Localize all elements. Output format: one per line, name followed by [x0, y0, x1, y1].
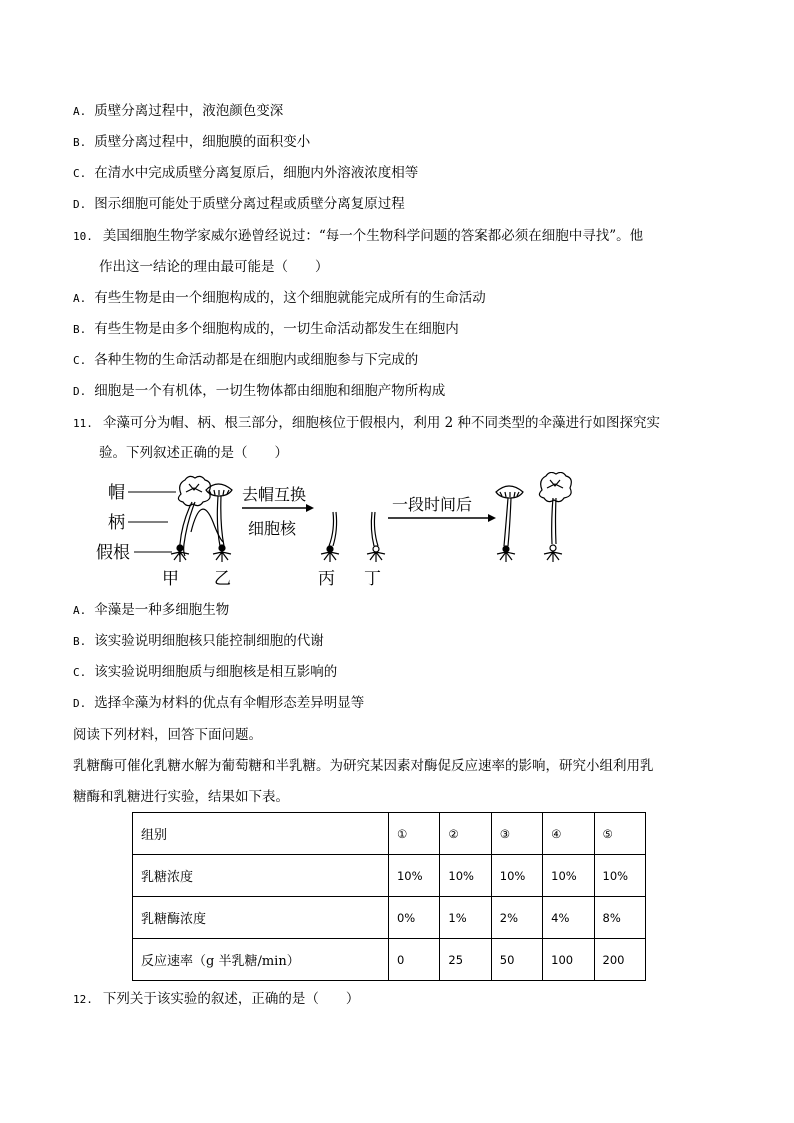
specimen-jia: [171, 476, 210, 562]
table-cell: 8%: [594, 897, 645, 939]
table-row: [133, 855, 646, 897]
label-bing: 丙: [318, 569, 335, 589]
table-cell: 25: [440, 939, 491, 981]
row-label: 乳糖浓度: [133, 855, 389, 897]
q12-stem: 12. 下列关于该实验的叙述，正确的是（ ）: [73, 991, 360, 1007]
table-cell: 200: [594, 939, 645, 981]
result-specimen-1: [496, 486, 523, 562]
q11-option-d: D. 选择伞藻为材料的优点有伞帽形态差异明显等: [73, 695, 365, 711]
q9-option-a: A. 质壁分离过程中，液泡颜色变深: [73, 103, 284, 119]
table-cell: 10%: [388, 855, 439, 897]
q10-option-b: B. 有些生物是由多个细胞构成的，一切生命活动都发生在细胞内: [73, 321, 459, 337]
q11-stem: 11. 伞藻可分为帽、柄、根三部分，细胞核位于假根内，利用 2 种不同类型的伞藻进行如图探究实: [73, 415, 661, 431]
table-cell: 1%: [440, 897, 491, 939]
row-label: 反应速率（g 半乳糖/min）: [133, 939, 389, 981]
table-cell: ③: [491, 813, 542, 855]
q11-stem-cont: 验。下列叙述正确的是（ ）: [99, 445, 288, 461]
table-cell: 10%: [594, 855, 645, 897]
specimen-bing: [321, 512, 339, 562]
q10-option-d: D. 细胞是一个有机体，一切生物体都由细胞和细胞产物所构成: [73, 383, 446, 399]
material-para-line1: 乳糖酶可催化乳糖水解为葡萄糖和半乳糖。为研究某因素对酶促反应速率的影响，研究小组利用乳: [73, 758, 654, 774]
table-cell: 0: [388, 939, 439, 981]
table-cell: ④: [543, 813, 594, 855]
table-cell: ①: [388, 813, 439, 855]
q11-option-a: A. 伞藻是一种多细胞生物: [73, 602, 230, 618]
table-cell: 10%: [440, 855, 491, 897]
q9-option-c: C. 在清水中完成质壁分离复原后，细胞内外溶液浓度相等: [73, 165, 419, 181]
label-pointer-lines: [128, 492, 176, 552]
table-row: [133, 939, 646, 981]
material-para-line2: 糖酶和乳糖进行实验，结果如下表。: [73, 789, 289, 805]
table-cell: 50: [491, 939, 542, 981]
table-cell: 10%: [491, 855, 542, 897]
acetabularia-figure: [96, 472, 696, 590]
results-table: [132, 812, 646, 981]
label-jia: 甲: [162, 569, 179, 589]
arrow2-label: 一段时间后: [392, 495, 473, 514]
table-row: [133, 813, 646, 855]
table-cell: 2%: [491, 897, 542, 939]
table-cell: 0%: [388, 897, 439, 939]
arrow1-head: [306, 504, 314, 512]
label-rhizoid: 假根: [96, 543, 130, 563]
q11-option-b: B. 该实验说明细胞核只能控制细胞的代谢: [73, 633, 324, 649]
result-specimen-2: [539, 472, 571, 562]
q10-option-c: C. 各种生物的生命活动都是在细胞内或细胞参与下完成的: [73, 352, 419, 368]
q10-stem: 10. 美国细胞生物学家威尔逊曾经说过：“每一个生物科学问题的答案都必须在细胞中寻找”。他: [73, 228, 644, 244]
label-stalk: 柄: [108, 513, 125, 533]
table-cell: 100: [543, 939, 594, 981]
specimen-ding: [367, 512, 385, 562]
table-cell: ⑤: [594, 813, 645, 855]
label-cap: 帽: [108, 483, 125, 503]
table-cell: 4%: [543, 897, 594, 939]
table-cell: 10%: [543, 855, 594, 897]
arrow1-label-bottom: 细胞核: [248, 519, 297, 538]
label-yi: 乙: [214, 569, 231, 589]
row-label: 乳糖酶浓度: [133, 897, 389, 939]
material-intro: 阅读下列材料，回答下面问题。: [73, 727, 262, 743]
q9-option-d: D. 图示细胞可能处于质壁分离过程或质壁分离复原过程: [73, 196, 405, 212]
table-cell: ②: [440, 813, 491, 855]
q10-option-a: A. 有些生物是由一个细胞构成的，这个细胞就能完成所有的生命活动: [73, 290, 486, 306]
q11-option-c: C. 该实验说明细胞质与细胞核是相互影响的: [73, 664, 338, 680]
row-label: 组别: [133, 813, 389, 855]
arrow1-label-top: 去帽互换: [242, 485, 307, 504]
q10-stem-cont: 作出这一结论的理由最可能是（ ）: [99, 259, 329, 275]
arrow2-head: [488, 514, 496, 522]
label-ding: 丁: [364, 569, 381, 589]
table-row: [133, 897, 646, 939]
q9-option-b: B. 质壁分离过程中，细胞膜的面积变小: [73, 134, 311, 150]
